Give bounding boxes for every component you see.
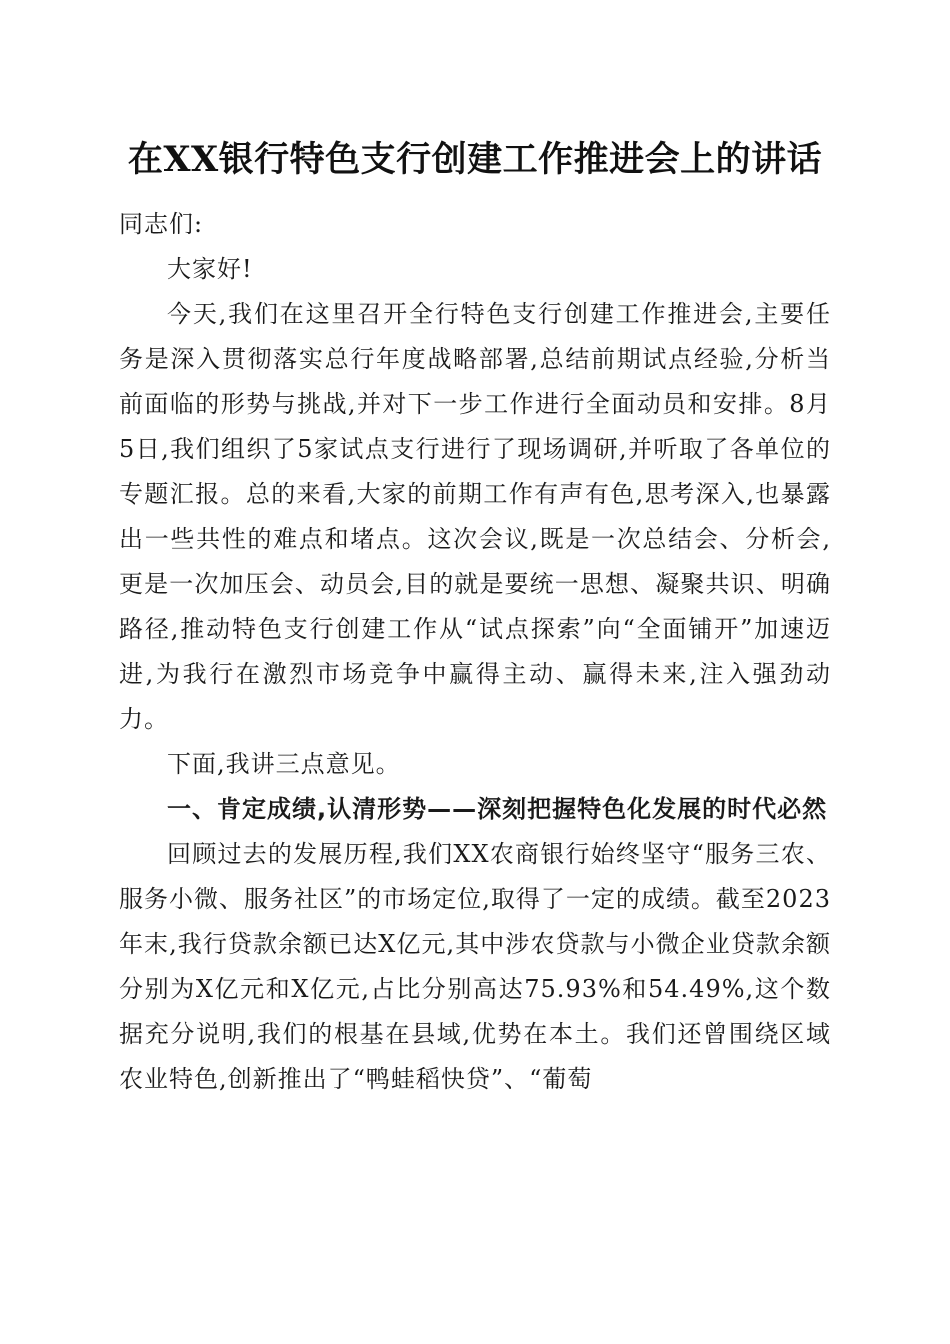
document-title: 在XX银行特色支行创建工作推进会上的讲话 <box>127 139 823 180</box>
section-paragraph: 回顾过去的发展历程,我们XX农商银行始终坚守“服务三农、服务小微、服务社区”的市场定位,取得了一定的成绩。截至2023年末,我行贷款余额已达X亿元,其中涉农贷款与小微企业贷款余额分别为X亿元和X亿元,占比分别高达75.93%和54.49%,这个数据充分说明,我们的根基在县域,优势在本土。我们还曾围绕区域农业特色,创新推出了“鸭蛙稻快贷”、“葡萄 <box>119 840 831 1093</box>
section-heading: 一、肯定成绩,认清形势——深刻把握特色化发展的时代必然 <box>167 795 828 823</box>
salutation: 同志们: <box>119 210 204 238</box>
document-body <box>119 202 831 1102</box>
transition-paragraph: 下面,我讲三点意见。 <box>167 750 401 778</box>
intro-paragraph: 今天,我们在这里召开全行特色支行创建工作推进会,主要任务是深入贯彻落实总行年度战略部署,总结前期试点经验,分析当前面临的形势与挑战,并对下一步工作进行全面动员和安排。8月5日,我们组织了5家试点支行进行了现场调研,并听取了各单位的专题汇报。总的来看,大家的前期工作有声有色,思考深入,也暴露出一些共性的难点和堵点。这次会议,既是一次总结会、分析会,更是一次加压会、动员会,目的就是要统一思想、凝聚共识、明确路径,推动特色支行创建工作从“试点探索”向“全面铺开”加速迈进,为我行在激烈市场竞争中赢得主动、赢得未来,注入强劲动力。 <box>119 300 831 733</box>
greeting: 大家好! <box>167 255 253 283</box>
